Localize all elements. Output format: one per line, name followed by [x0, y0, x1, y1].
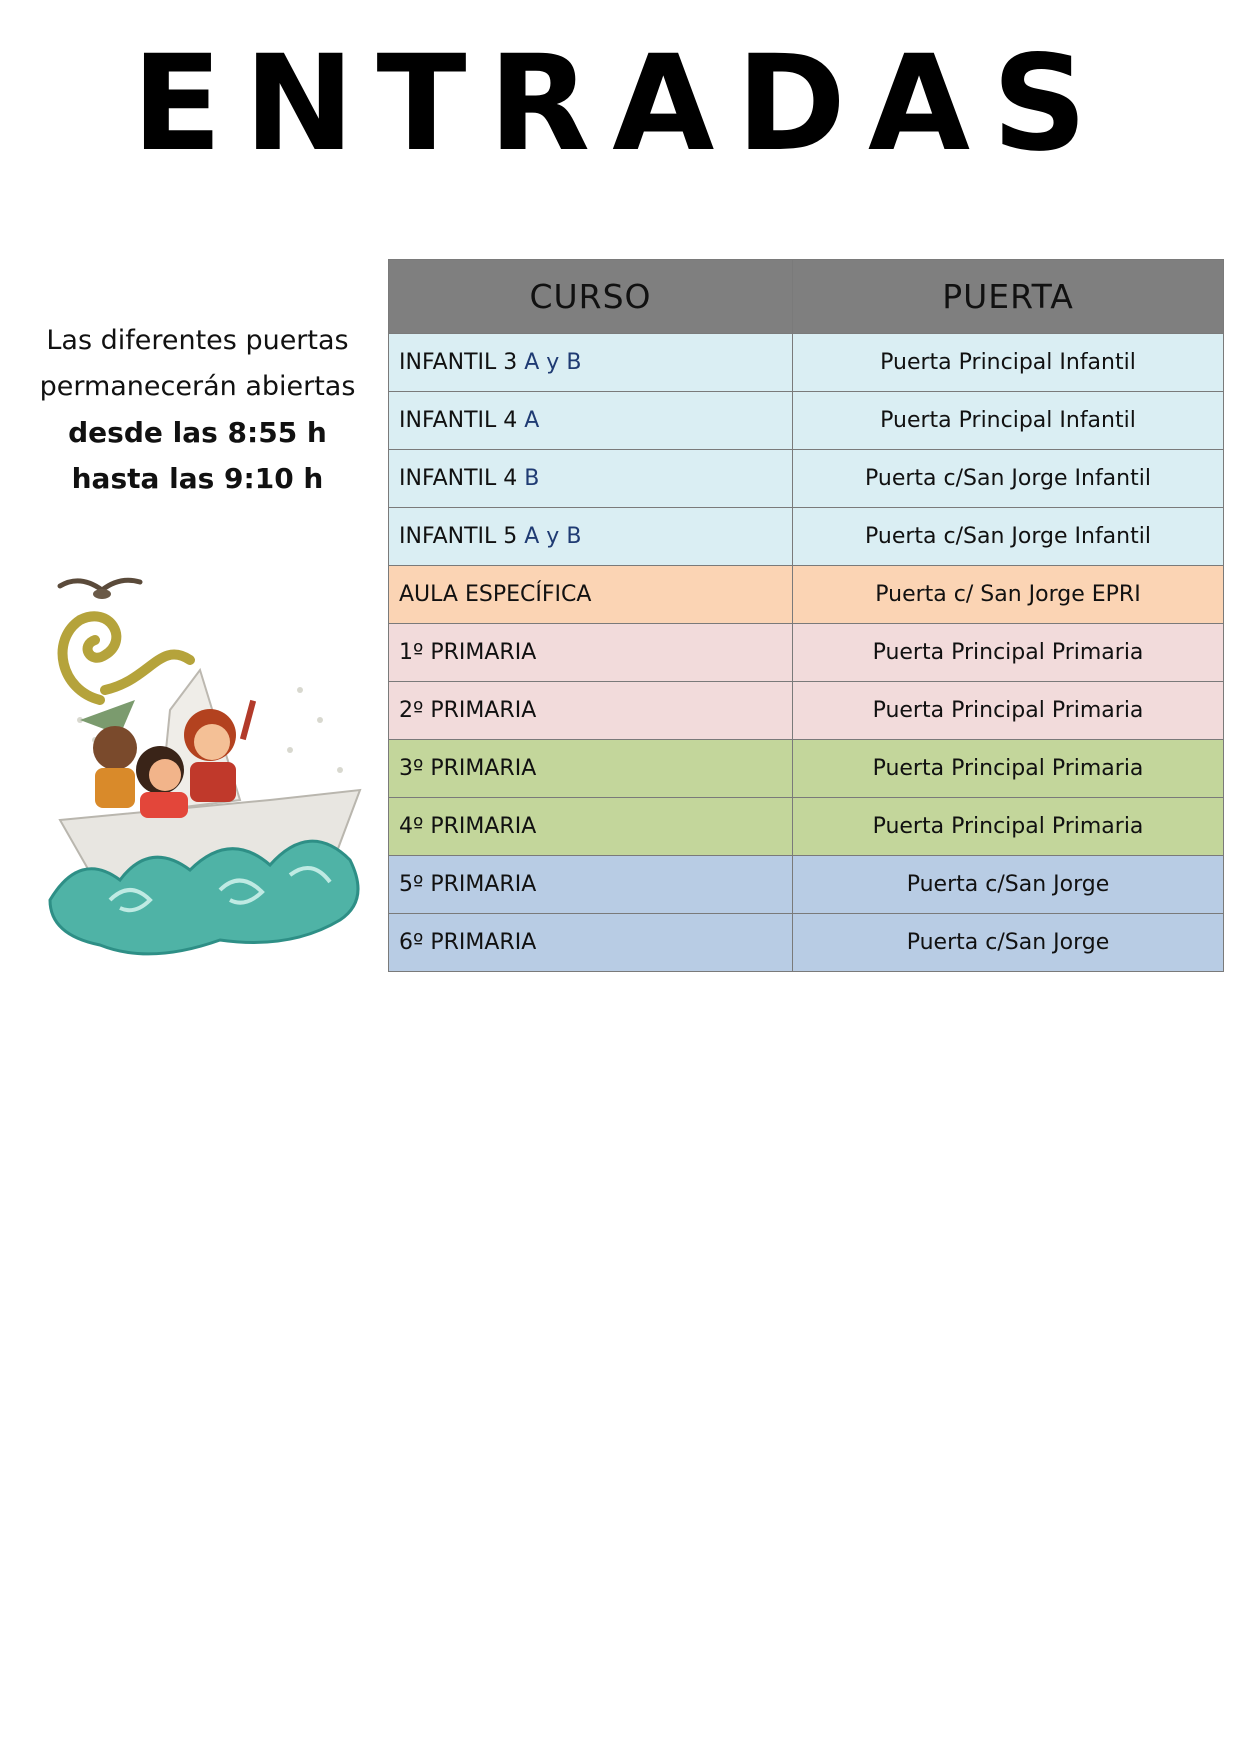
course-cell: 3º PRIMARIA	[389, 740, 793, 798]
door-cell: Puerta Principal Primaria	[793, 682, 1224, 740]
table-row	[389, 334, 1224, 392]
entrances-table	[388, 259, 1224, 972]
table-row	[389, 392, 1224, 450]
seagull-icon	[60, 580, 140, 599]
notice-start-time: desde las 8:55 h	[68, 416, 327, 449]
course-name: INFANTIL 5	[399, 524, 518, 549]
course-cell: AULA ESPECÍFICA	[389, 566, 793, 624]
table-row	[389, 508, 1224, 566]
course-name: INFANTIL 3	[399, 350, 518, 375]
notice-line-1: Las diferentes puertas	[46, 325, 349, 356]
table-row	[389, 566, 1224, 624]
table-row	[389, 450, 1224, 508]
door-cell: Puerta c/San Jorge	[793, 914, 1224, 972]
table-row	[389, 740, 1224, 798]
page-title: ENTRADAS	[131, 27, 1110, 181]
child-left	[80, 700, 137, 808]
course-group: B	[524, 466, 540, 491]
door-cell: Puerta Principal Infantil	[793, 334, 1224, 392]
door-cell: Puerta c/ San Jorge EPRI	[793, 566, 1224, 624]
course-cell	[389, 334, 793, 392]
course-cell: 5º PRIMARIA	[389, 856, 793, 914]
table-header-row	[389, 260, 1224, 334]
spiral-flag	[63, 616, 190, 700]
schedule-notice	[30, 318, 365, 502]
table-row	[389, 856, 1224, 914]
door-cell: Puerta c/San Jorge Infantil	[793, 508, 1224, 566]
notice-end-time: hasta las 9:10 h	[71, 462, 324, 495]
course-cell	[389, 392, 793, 450]
course-name: INFANTIL 4	[399, 408, 518, 433]
course-group: A y B	[524, 524, 582, 549]
column-header-curso: CURSO	[389, 260, 793, 334]
course-cell	[389, 508, 793, 566]
course-cell: 1º PRIMARIA	[389, 624, 793, 682]
kids-paper-boat-illustration	[40, 570, 380, 990]
course-name: INFANTIL 4	[399, 466, 518, 491]
course-group: A y B	[524, 350, 582, 375]
child-right	[184, 700, 256, 802]
table-row	[389, 682, 1224, 740]
door-cell: Puerta Principal Primaria	[793, 624, 1224, 682]
door-cell: Puerta Principal Infantil	[793, 392, 1224, 450]
door-cell: Puerta Principal Primaria	[793, 798, 1224, 856]
course-cell: 2º PRIMARIA	[389, 682, 793, 740]
table-row	[389, 624, 1224, 682]
course-group: A	[524, 408, 540, 433]
table-row	[389, 914, 1224, 972]
course-cell	[389, 450, 793, 508]
notice-line-2: permanecerán abiertas	[39, 371, 356, 402]
course-cell: 6º PRIMARIA	[389, 914, 793, 972]
door-cell: Puerta c/San Jorge	[793, 856, 1224, 914]
door-cell: Puerta c/San Jorge Infantil	[793, 450, 1224, 508]
column-header-puerta: PUERTA	[793, 260, 1224, 334]
table-row	[389, 798, 1224, 856]
course-cell: 4º PRIMARIA	[389, 798, 793, 856]
door-cell: Puerta Principal Primaria	[793, 740, 1224, 798]
